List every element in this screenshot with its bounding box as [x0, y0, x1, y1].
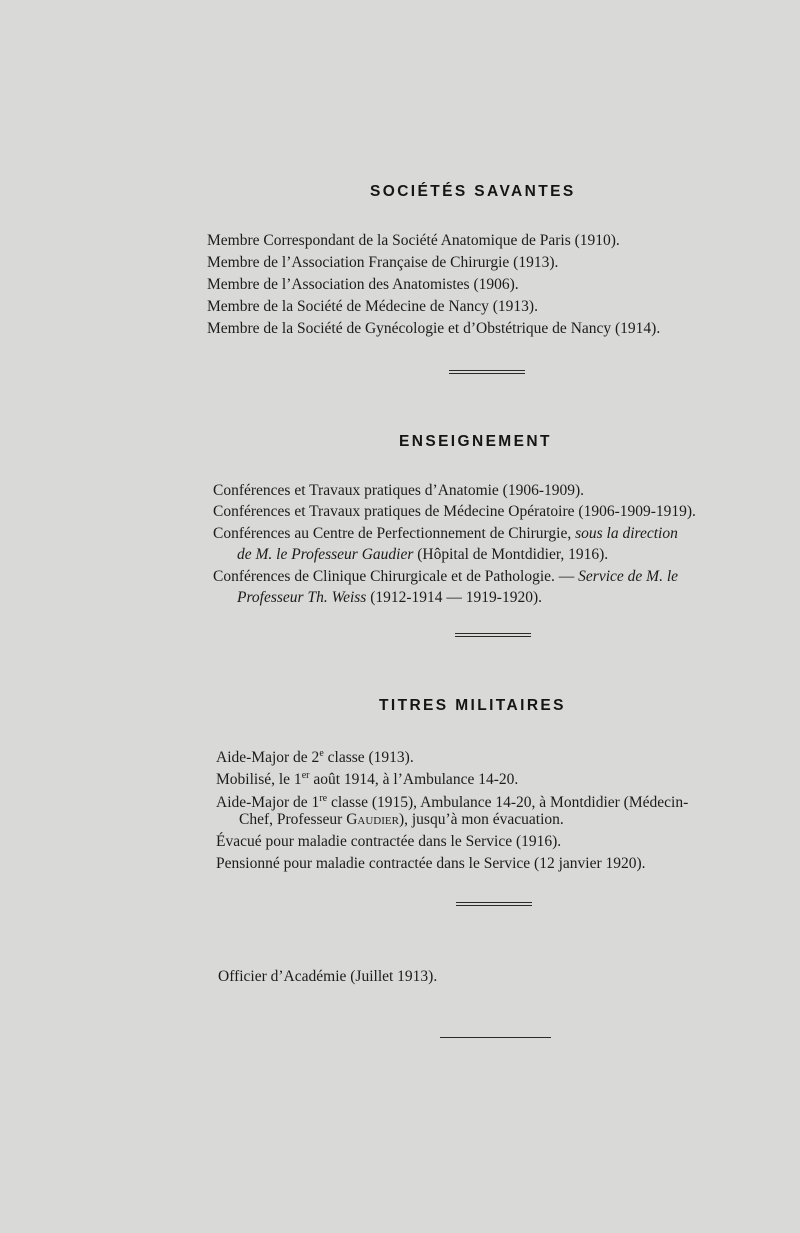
item-text: classe (1915), Ambulance 14-20, à Montdidier (Médecin- [327, 794, 689, 812]
list-item: Pensionné pour maladie contractée dans le Service (12 janvier 1920). [216, 855, 646, 872]
list-item [213, 524, 678, 544]
item-text-italic: de M. le Professeur Gaudier [237, 546, 414, 563]
item-text: ), jusqu’à mon évacuation. [398, 811, 564, 828]
item-text: Conférences au Centre de Perfectionnement de Chirurgie, [213, 525, 576, 542]
item-text-italic: Professeur Th. Weiss [237, 589, 367, 606]
section-heading-militaires: TITRES MILITAIRES [379, 697, 566, 714]
end-rule [440, 1037, 551, 1038]
section-heading-enseignement: ENSEIGNEMENT [399, 433, 552, 450]
superscript: er [301, 770, 310, 781]
list-item-continuation [239, 810, 564, 830]
section-divider [455, 633, 531, 637]
list-item: Membre de l’Association Française de Chirurgie (1913). [207, 254, 559, 271]
list-item [213, 567, 678, 587]
list-item [216, 766, 518, 790]
item-text: (1912-1914 — 1919-1920). [366, 589, 542, 606]
list-item-continuation [237, 588, 542, 608]
distinction-line: Officier d’Académie (Juillet 1913). [218, 968, 438, 985]
list-item: Membre Correspondant de la Société Anatomique de Paris (1910). [207, 232, 620, 249]
list-item: Membre de la Société de Médecine de Nancy (1913). [207, 298, 538, 315]
list-item: Conférences et Travaux pratiques de Médecine Opératoire (1906-1909-1919). [213, 503, 696, 520]
item-text: Chef, Professeur [239, 811, 347, 828]
item-text: août 1914, à l’Ambulance 14-20. [309, 771, 519, 789]
section-divider [456, 902, 532, 906]
item-text: Mobilisé, le 1 [216, 771, 302, 789]
item-text: Aide-Major de 1 [216, 794, 320, 812]
list-item-continuation [237, 545, 608, 565]
item-text-italic: sous la direction [575, 525, 678, 542]
item-text: Aide-Major de 2 [216, 749, 320, 767]
list-item [216, 744, 414, 768]
item-text-smallcaps: Gaudier [346, 811, 399, 828]
item-text: Conférences de Clinique Chirurgicale et de Pathologie. — [213, 568, 579, 585]
list-item: Conférences et Travaux pratiques d’Anatomie (1906-1909). [213, 482, 585, 499]
item-text-italic: Service de M. le [578, 568, 679, 585]
section-divider [449, 370, 525, 374]
list-item: Membre de la Société de Gynécologie et d’Obstétrique de Nancy (1914). [207, 320, 661, 337]
list-item: Évacué pour maladie contractée dans le Service (1916). [216, 833, 562, 850]
superscript: re [319, 793, 328, 804]
item-text: classe (1913). [323, 749, 414, 767]
section-heading-societes: SOCIÉTÉS SAVANTES [370, 183, 576, 200]
superscript: e [319, 748, 324, 759]
list-item: Membre de l’Association des Anatomistes (1906). [207, 276, 519, 293]
item-text: (Hôpital de Montdidier, 1916). [413, 546, 609, 563]
